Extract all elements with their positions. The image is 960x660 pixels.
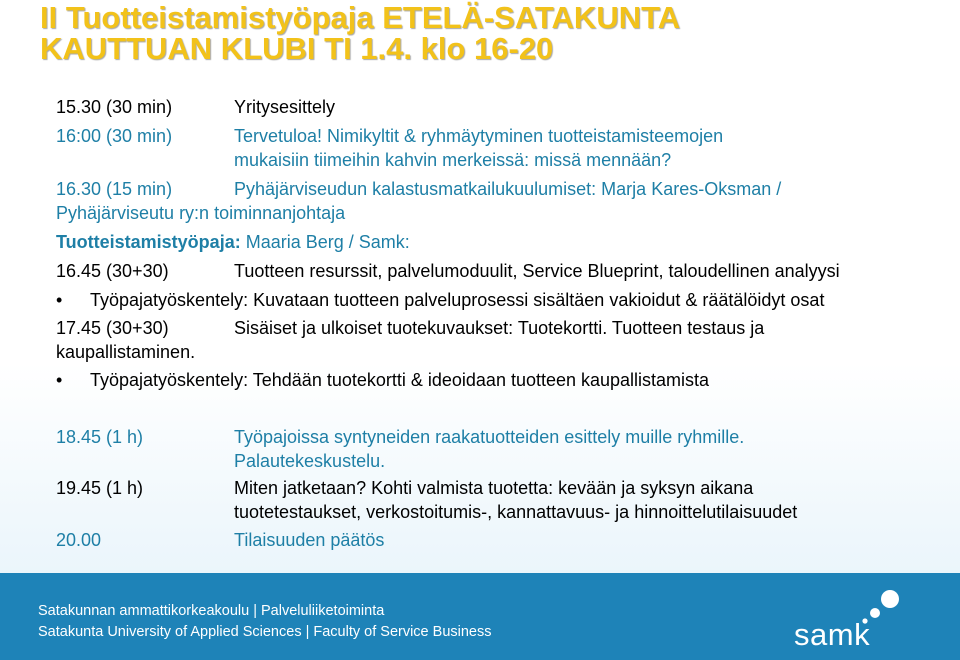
bullet-item [56, 288, 824, 312]
agenda-item [56, 95, 335, 119]
footer-line-2: Satakunta University of Applied Sciences | Faculty of Service Business [38, 624, 492, 640]
agenda-time: 18.45 (1 h) [56, 427, 144, 447]
agenda-text: Miten jatketaan? Kohti valmista tuotetta: kevään ja syksyn aikana [234, 478, 754, 498]
agenda-section-heading [56, 230, 410, 254]
samk-logo-icon [790, 583, 910, 655]
samk-logo-text: samk [794, 617, 871, 652]
section-label: Tuotteistamistyöpaja: [56, 232, 241, 252]
agenda-time: 20.00 [56, 530, 102, 550]
agenda-time: 16.45 (30+30) [56, 261, 169, 281]
agenda-item [56, 177, 781, 201]
agenda-time: 15.30 (30 min) [56, 97, 173, 117]
agenda-item [56, 528, 384, 552]
footer-line-1: Satakunnan ammattikorkeakoulu | Palveluliiketoiminta [38, 603, 385, 619]
agenda-time: 16.30 (15 min) [56, 179, 173, 199]
bullet-icon: • [56, 370, 63, 390]
agenda-text: Tuotteen resurssit, palvelumoduulit, Service Blueprint, taloudellinen analyysi [234, 261, 840, 281]
agenda-text: Yritysesittely [234, 97, 336, 117]
agenda-item [56, 425, 744, 473]
bullet-icon: • [56, 290, 63, 310]
agenda-item [56, 259, 840, 283]
agenda-text: Sisäiset ja ulkoiset tuotekuvaukset: Tuotekortti. Tuotteen testaus ja [234, 318, 765, 338]
title-line-2: KAUTTUAN KLUBI TI 1.4. klo 16-20 [40, 31, 554, 66]
bullet-item [56, 368, 709, 392]
agenda-text-cont: Pyhäjärviseutu ry:n toiminnanjohtaja [56, 203, 346, 223]
agenda-text: Työpajoissa syntyneiden raakatuotteiden esittely muille ryhmille. [234, 427, 745, 447]
agenda-text: Tervetuloa! Nimikyltit & ryhmäytyminen tuotteistamisteemojen [234, 126, 724, 146]
agenda-time: 16:00 (30 min) [56, 126, 173, 146]
title-line-1: II Tuotteistamistyöpaja ETELÄ-SATAKUNTA [40, 0, 681, 35]
section-text: Maaria Berg / Samk: [245, 232, 410, 252]
agenda-item [56, 124, 723, 172]
agenda-text-cont: kaupallistaminen. [56, 342, 196, 362]
agenda-text: Tilaisuuden päätös [234, 530, 385, 550]
bullet-text: Työpajatyöskentely: Tehdään tuotekortti & ideoidaan tuotteen kaupallistamista [90, 370, 710, 390]
agenda-item [56, 476, 797, 524]
agenda-item [56, 316, 764, 340]
agenda-time: 17.45 (30+30) [56, 318, 169, 338]
agenda-text-cont: mukaisiin tiimeihin kahvin merkeissä: missä mennään? [234, 150, 672, 170]
agenda-text-cont: Palautekeskustelu. [234, 451, 386, 471]
bullet-text: Työpajatyöskentely: Kuvataan tuotteen palveluprosessi sisältäen vakioidut & räätälöidyt osat [90, 290, 825, 310]
footer-bar [0, 573, 960, 660]
agenda-text-cont: tuotetestaukset, verkostoitumis-, kannattavuus- ja hinnoittelutilaisuudet [234, 502, 798, 522]
agenda-text: Pyhäjärviseudun kalastusmatkailukuulumiset: Marja Kares-Oksman / [234, 179, 782, 199]
agenda-time: 19.45 (1 h) [56, 478, 144, 498]
